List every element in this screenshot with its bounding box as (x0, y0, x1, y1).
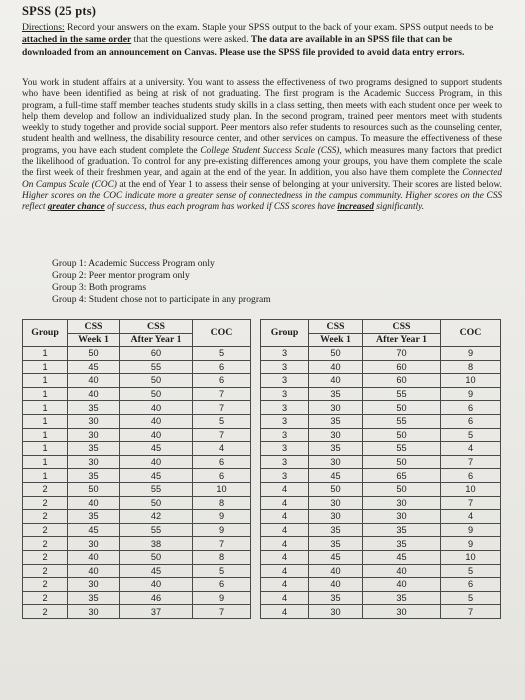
cell-group: 1 (23, 387, 68, 401)
table-row (23, 347, 501, 361)
cell-coc: 9 (441, 347, 501, 361)
cell-coc: 5 (441, 564, 501, 578)
cell-coc: 4 (441, 442, 501, 456)
header-after-year-1: After Year 1 (363, 334, 441, 347)
cell-coc: 10 (193, 482, 251, 496)
column-gap (251, 482, 261, 496)
header-week-1: Week 1 (68, 334, 120, 347)
table-row (23, 564, 501, 578)
cell-group: 1 (23, 401, 68, 415)
column-gap (251, 523, 261, 537)
table-row (23, 482, 501, 496)
cell-css-week-1: 40 (68, 496, 120, 510)
cell-group: 3 (261, 387, 309, 401)
cell-coc: 5 (193, 414, 251, 428)
cell-group: 4 (261, 523, 309, 537)
cell-css-after-year-1: 60 (363, 360, 441, 374)
table-row (23, 523, 501, 537)
cell-coc: 6 (193, 469, 251, 483)
cell-css-week-1: 45 (68, 523, 120, 537)
cell-css-after-year-1: 50 (363, 482, 441, 496)
header-week-1: Week 1 (309, 334, 363, 347)
cell-group: 1 (23, 360, 68, 374)
directions-emphasis: attached in the same order (22, 34, 132, 46)
table-row (23, 442, 501, 456)
cell-css-after-year-1: 30 (363, 496, 441, 510)
cell-coc: 6 (193, 455, 251, 469)
cell-coc: 6 (441, 578, 501, 592)
cell-css-after-year-1: 45 (120, 442, 193, 456)
column-gap (251, 550, 261, 564)
scenario-part-1: You work in student affairs at a university. You want to assess the effectiveness of two programs designed to support students who have been identified as being at risk of not graduating. The first program is the Academic Success Program, in this program, a full-time staff member teaches students study skills in a class setting, then meets with each student once per week to help them develop and follow an individualized study plan. In the second program, trained peer mentors meet with students weekly to study together and provide social support. Peer mentors also refer students to resources such as the counseling center, student health and wellness, the disability resource center, and other services on campus. To measure the effectiveness of these programs, you have each student complete the (22, 78, 502, 156)
cell-group: 2 (23, 550, 68, 564)
cell-coc: 10 (441, 374, 501, 388)
cell-css-week-1: 35 (68, 469, 120, 483)
cell-css-after-year-1: 65 (363, 469, 441, 483)
cell-coc: 9 (193, 510, 251, 524)
column-gap (251, 374, 261, 388)
cell-group: 4 (261, 591, 309, 605)
cell-coc: 6 (193, 360, 251, 374)
cell-css-week-1: 35 (68, 442, 120, 456)
column-gap (251, 591, 261, 605)
cell-css-after-year-1: 50 (120, 550, 193, 564)
cell-coc: 8 (441, 360, 501, 374)
cell-css-after-year-1: 55 (363, 387, 441, 401)
cell-css-after-year-1: 55 (363, 442, 441, 456)
table-row (23, 550, 501, 564)
header-coc: COC (441, 320, 501, 347)
cell-css-after-year-1: 50 (120, 496, 193, 510)
cell-group: 1 (23, 455, 68, 469)
cell-coc: 7 (441, 455, 501, 469)
cell-css-after-year-1: 50 (120, 374, 193, 388)
cell-css-week-1: 40 (309, 374, 363, 388)
scores-table-body (23, 347, 501, 619)
cell-css-week-1: 35 (68, 401, 120, 415)
cell-css-after-year-1: 50 (120, 387, 193, 401)
table-row (23, 428, 501, 442)
cell-group: 1 (23, 347, 68, 361)
header-css: CSS (363, 320, 441, 334)
cell-css-week-1: 35 (309, 387, 363, 401)
cell-css-after-year-1: 40 (120, 401, 193, 415)
column-gap (251, 387, 261, 401)
cell-css-week-1: 40 (309, 564, 363, 578)
table-row (23, 387, 501, 401)
cell-coc: 9 (441, 387, 501, 401)
cell-group: 2 (23, 564, 68, 578)
cell-coc: 7 (193, 605, 251, 619)
cell-css-week-1: 45 (68, 360, 120, 374)
column-gap (251, 401, 261, 415)
cell-css-after-year-1: 35 (363, 537, 441, 551)
cell-coc: 8 (193, 496, 251, 510)
table-row (23, 360, 501, 374)
column-gap (251, 537, 261, 551)
cell-css-week-1: 45 (309, 469, 363, 483)
cell-coc: 6 (193, 578, 251, 592)
hypothesis-part-2: of success, thus each program has worked if CSS scores have (104, 202, 338, 213)
table-row (23, 537, 501, 551)
hypothesis-part-1: Higher scores on the COC indicate more a greater sense of connectedness in the campus community. Higher scores on the CSS reflect (22, 190, 502, 213)
cell-coc: 8 (193, 550, 251, 564)
cell-coc: 5 (441, 428, 501, 442)
cell-coc: 5 (193, 564, 251, 578)
cell-coc: 7 (193, 428, 251, 442)
cell-css-after-year-1: 40 (120, 578, 193, 592)
cell-css-week-1: 30 (68, 428, 120, 442)
cell-group: 2 (23, 537, 68, 551)
column-gap (251, 455, 261, 469)
cell-coc: 10 (441, 550, 501, 564)
table-row (23, 510, 501, 524)
cell-group: 1 (23, 469, 68, 483)
cell-group: 4 (261, 578, 309, 592)
cell-css-after-year-1: 45 (120, 564, 193, 578)
cell-css-after-year-1: 60 (120, 347, 193, 361)
cell-coc: 9 (441, 523, 501, 537)
coc-scale-name: Connected On Campus Scale (COC) (22, 168, 502, 190)
header-after-year-1: After Year 1 (120, 334, 193, 347)
cell-css-week-1: 30 (68, 537, 120, 551)
cell-css-week-1: 35 (309, 591, 363, 605)
cell-coc: 6 (441, 414, 501, 428)
column-gap (251, 564, 261, 578)
group-item: Group 2: Peer mentor program only (52, 270, 190, 281)
cell-css-week-1: 40 (309, 360, 363, 374)
cell-css-week-1: 30 (68, 605, 120, 619)
cell-coc: 10 (441, 482, 501, 496)
directions-label: Directions: (22, 22, 65, 33)
table-row (23, 469, 501, 483)
cell-coc: 4 (193, 442, 251, 456)
cell-group: 1 (23, 374, 68, 388)
cell-css-week-1: 30 (68, 455, 120, 469)
cell-css-week-1: 35 (309, 442, 363, 456)
table-row (23, 496, 501, 510)
scenario-paragraph (22, 78, 502, 214)
cell-group: 2 (23, 578, 68, 592)
directions-paragraph (22, 22, 500, 59)
cell-coc: 7 (441, 605, 501, 619)
table-row (23, 414, 501, 428)
cell-css-after-year-1: 55 (120, 523, 193, 537)
cell-coc: 7 (193, 537, 251, 551)
group-item: Group 4: Student chose not to participate in any program (52, 294, 271, 305)
cell-css-week-1: 35 (309, 414, 363, 428)
cell-group: 3 (261, 374, 309, 388)
cell-coc: 5 (193, 347, 251, 361)
cell-coc: 6 (441, 469, 501, 483)
column-gap (251, 347, 261, 361)
cell-css-week-1: 35 (309, 523, 363, 537)
cell-css-after-year-1: 46 (120, 591, 193, 605)
cell-css-after-year-1: 55 (120, 482, 193, 496)
cell-coc: 5 (441, 591, 501, 605)
cell-group: 3 (261, 428, 309, 442)
column-gap (251, 442, 261, 456)
cell-css-after-year-1: 50 (363, 401, 441, 415)
header-group: Group (23, 320, 68, 347)
css-scale-name: College Student Success Scale (CSS) (200, 145, 340, 156)
cell-css-after-year-1: 70 (363, 347, 441, 361)
group-item: Group 1: Academic Success Program only (52, 258, 215, 269)
cell-css-after-year-1: 45 (363, 550, 441, 564)
column-gap (251, 360, 261, 374)
cell-css-week-1: 30 (68, 414, 120, 428)
cell-css-week-1: 30 (309, 455, 363, 469)
table-row (23, 591, 501, 605)
cell-group: 2 (23, 605, 68, 619)
cell-coc: 6 (441, 401, 501, 415)
cell-group: 2 (23, 510, 68, 524)
page-title: SPSS (25 pts) (22, 4, 97, 18)
scenario-part-2: , which measures many factors that predict the likelihood of graduation. To control for any pre-existing differences among your groups, you have them complete the scale the first week of their freshmen year, and again at the end of the year. In addition, you also have them complete the (22, 145, 502, 179)
cell-css-week-1: 30 (309, 605, 363, 619)
cell-group: 4 (261, 605, 309, 619)
header-css: CSS (309, 320, 363, 334)
cell-css-after-year-1: 40 (363, 578, 441, 592)
cell-css-after-year-1: 30 (363, 605, 441, 619)
cell-css-week-1: 40 (68, 564, 120, 578)
table-row (23, 578, 501, 592)
cell-css-after-year-1: 50 (363, 428, 441, 442)
column-gap (251, 320, 261, 347)
cell-css-week-1: 30 (68, 578, 120, 592)
scenario-part-3: at the end of Year 1 to assess their sense of belonging at your university. Their scores are listed below. (116, 179, 502, 190)
cell-group: 2 (23, 591, 68, 605)
cell-css-week-1: 50 (68, 482, 120, 496)
cell-group: 2 (23, 496, 68, 510)
cell-group: 3 (261, 347, 309, 361)
hypothesis-emphasis-1: greater chance (47, 202, 105, 213)
cell-css-after-year-1: 37 (120, 605, 193, 619)
table-row (23, 455, 501, 469)
cell-group: 4 (261, 482, 309, 496)
cell-css-after-year-1: 40 (120, 455, 193, 469)
cell-coc: 7 (193, 387, 251, 401)
cell-css-week-1: 40 (68, 387, 120, 401)
column-gap (251, 496, 261, 510)
cell-css-after-year-1: 55 (363, 414, 441, 428)
directions-text-1: Record your answers on the exam. Staple your SPSS output to the back of your exam. SPSS output needs to be (64, 22, 494, 33)
directions-bold-note: The data are available in an SPSS file that can be downloaded from an announcement on Canvas. Please use the SPSS file provided to avoid data entry errors. (22, 34, 465, 58)
cell-group: 3 (261, 414, 309, 428)
cell-group: 3 (261, 469, 309, 483)
cell-css-after-year-1: 35 (363, 523, 441, 537)
cell-group: 3 (261, 401, 309, 415)
cell-group: 3 (261, 442, 309, 456)
header-coc: COC (193, 320, 251, 347)
cell-css-after-year-1: 50 (363, 455, 441, 469)
cell-css-week-1: 35 (68, 510, 120, 524)
cell-css-after-year-1: 35 (363, 591, 441, 605)
cell-css-after-year-1: 45 (120, 469, 193, 483)
cell-group: 4 (261, 510, 309, 524)
cell-group: 3 (261, 360, 309, 374)
cell-css-week-1: 35 (309, 537, 363, 551)
hypothesis-part-3: significantly. (373, 202, 425, 213)
cell-css-week-1: 40 (68, 550, 120, 564)
cell-group: 4 (261, 564, 309, 578)
column-gap (251, 414, 261, 428)
cell-css-after-year-1: 40 (120, 414, 193, 428)
table-row (23, 605, 501, 619)
cell-css-after-year-1: 30 (363, 510, 441, 524)
cell-css-after-year-1: 42 (120, 510, 193, 524)
cell-group: 4 (261, 496, 309, 510)
cell-coc: 9 (193, 523, 251, 537)
header-css: CSS (68, 320, 120, 334)
table-row (23, 374, 501, 388)
cell-coc: 7 (441, 496, 501, 510)
scores-table (22, 319, 501, 619)
cell-group: 1 (23, 442, 68, 456)
cell-css-week-1: 50 (309, 347, 363, 361)
cell-css-after-year-1: 38 (120, 537, 193, 551)
column-gap (251, 428, 261, 442)
cell-group: 2 (23, 482, 68, 496)
cell-css-week-1: 30 (309, 496, 363, 510)
column-gap (251, 510, 261, 524)
cell-group: 2 (23, 523, 68, 537)
header-css: CSS (120, 320, 193, 334)
column-gap (251, 578, 261, 592)
cell-css-week-1: 35 (68, 591, 120, 605)
directions-text-3: that the questions were asked. (131, 34, 251, 46)
cell-css-week-1: 30 (309, 510, 363, 524)
column-gap (251, 469, 261, 483)
cell-group: 1 (23, 414, 68, 428)
cell-css-after-year-1: 40 (120, 428, 193, 442)
cell-coc: 4 (441, 510, 501, 524)
cell-coc: 9 (441, 537, 501, 551)
cell-css-week-1: 45 (309, 550, 363, 564)
cell-css-week-1: 40 (309, 578, 363, 592)
cell-css-week-1: 30 (309, 401, 363, 415)
hypothesis-emphasis-2: increased (337, 202, 374, 213)
table-row (23, 401, 501, 415)
cell-coc: 9 (193, 591, 251, 605)
cell-group: 4 (261, 537, 309, 551)
cell-css-week-1: 40 (68, 374, 120, 388)
header-group: Group (261, 320, 309, 347)
cell-css-after-year-1: 55 (120, 360, 193, 374)
cell-css-after-year-1: 40 (363, 564, 441, 578)
cell-coc: 6 (193, 374, 251, 388)
cell-css-after-year-1: 60 (363, 374, 441, 388)
group-item: Group 3: Both programs (52, 282, 147, 293)
group-list (52, 258, 271, 306)
cell-css-week-1: 50 (68, 347, 120, 361)
column-gap (251, 605, 261, 619)
cell-coc: 7 (193, 401, 251, 415)
cell-css-week-1: 50 (309, 482, 363, 496)
cell-group: 3 (261, 455, 309, 469)
cell-css-week-1: 30 (309, 428, 363, 442)
cell-group: 1 (23, 428, 68, 442)
cell-group: 4 (261, 550, 309, 564)
